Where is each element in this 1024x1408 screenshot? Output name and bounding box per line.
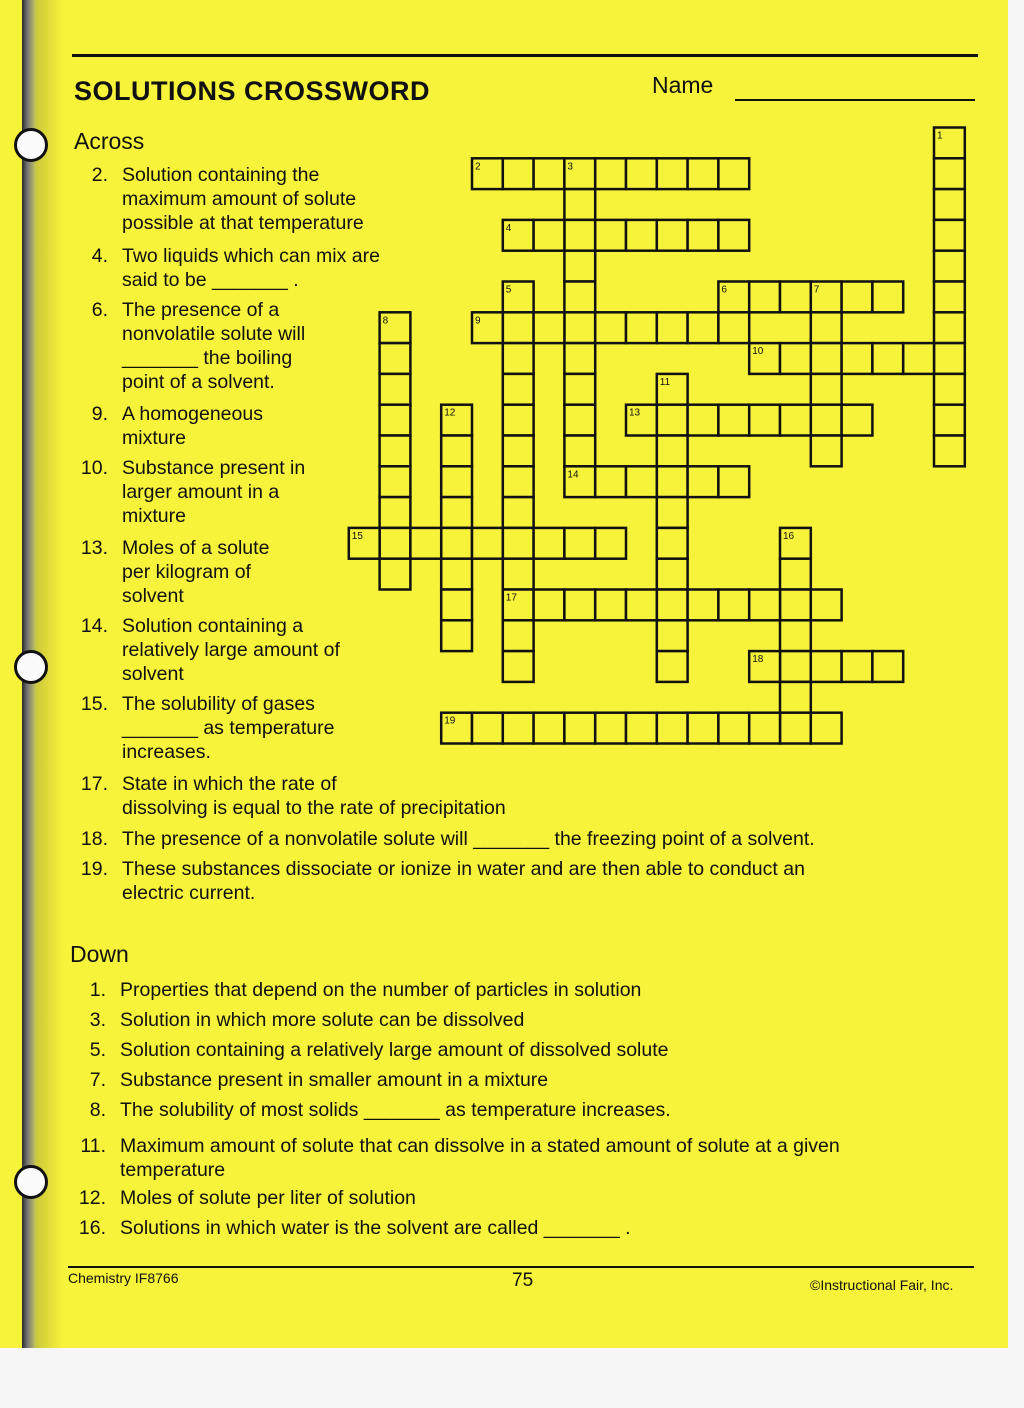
clue-number: 13. (80, 537, 108, 559)
crossword-clue-number: 18 (752, 654, 764, 666)
clue-text-line: Substance present in (122, 457, 306, 479)
clue-text-line: A homogeneous (122, 403, 263, 425)
crossword-clue-number: 16 (783, 530, 795, 542)
crossword-clue-number: 3 (567, 161, 573, 173)
clue-text-line: mixture (122, 505, 186, 527)
down-clue-11 (72, 1134, 952, 1182)
clue-text-line: Two liquids which can mix are (122, 245, 380, 267)
clue-text-line: Moles of a solute (122, 537, 270, 559)
crossword-clue-number: 9 (475, 315, 481, 327)
clue-number: 8. (89, 1099, 106, 1121)
across-clue-10 (74, 456, 954, 528)
clue-text-line: possible at that temperature (122, 212, 364, 234)
footer-book-code: Chemistry IF8766 (68, 1270, 179, 1286)
clue-text-line: The presence of a nonvolatile solute will _______ the freezing point of a solvent. (122, 828, 815, 850)
crossword-clue-number: 14 (567, 469, 579, 481)
clue-number: 3. (89, 1009, 106, 1031)
across-clue-15 (74, 692, 954, 764)
clue-number: 11. (80, 1135, 106, 1157)
clue-number: 6. (91, 299, 108, 321)
crossword-clue-number: 5 (505, 284, 512, 296)
crossword-clue-number: 1 (937, 130, 943, 142)
clue-text-line: Solution containing a (122, 615, 304, 637)
crossword-clue-number: 13 (629, 407, 641, 419)
clue-number: 1. (89, 979, 106, 1001)
clue-text-line: nonvolatile solute will (122, 323, 306, 345)
clue-text-line: maximum amount of solute (122, 188, 357, 210)
clue-text-line: per kilogram of (122, 561, 251, 583)
across-clue-6 (74, 298, 954, 394)
across-clue-18 (74, 827, 954, 851)
clue-number: 7. (89, 1069, 106, 1091)
clue-number: 17. (80, 773, 108, 795)
clue-number: 9. (91, 403, 108, 425)
across-clue-17 (74, 772, 954, 820)
across-clue-4 (74, 244, 954, 292)
clue-text-line: Properties that depend on the number of particles in solution (120, 979, 642, 1001)
clue-text-line: Solution containing the (122, 164, 320, 186)
clue-text-line: electric current. (122, 882, 256, 904)
clue-number: 2. (91, 164, 108, 186)
down-clue-3 (72, 1008, 952, 1032)
clue-text-line: dissolving is equal to the rate of precipitation (122, 797, 506, 819)
footer-page-number: 75 (512, 1270, 534, 1291)
clue-text-line: Solution containing a relatively large amount of dissolved solute (120, 1039, 669, 1061)
down-heading: Down (70, 941, 129, 967)
clue-text-line: larger amount in a (122, 481, 280, 503)
clue-text-line: Substance present in smaller amount in a mixture (120, 1069, 549, 1091)
clue-text-line: temperature (120, 1159, 226, 1181)
crossword-clue-number: 12 (444, 407, 456, 419)
clue-text-line: solvent (122, 663, 184, 685)
down-clue-12 (72, 1186, 952, 1210)
crossword-clue-number: 17 (505, 592, 517, 604)
crossword-clue-number: 19 (444, 715, 456, 727)
clue-text-line: The presence of a (122, 299, 280, 321)
footer-copyright: ©Instructional Fair, Inc. (810, 1277, 954, 1293)
down-clue-1 (72, 978, 952, 1002)
clue-text-line: The solubility of most solids _______ as temperature increases. (120, 1099, 671, 1121)
across-clue-14 (74, 614, 954, 686)
clue-text-line: increases. (122, 741, 211, 763)
clue-text-line: _______ as temperature (122, 717, 335, 739)
across-clue-13 (74, 536, 954, 608)
name-label: Name (652, 72, 714, 98)
clue-text-line: The solubility of gases (122, 693, 315, 715)
clue-number: 12. (78, 1187, 106, 1209)
across-clue-9 (74, 402, 954, 450)
clue-number: 10. (80, 457, 108, 479)
clue-text-line: Solutions in which water is the solvent are called _______ . (120, 1217, 631, 1239)
clue-number: 15. (80, 693, 108, 715)
crossword-clue-number: 2 (475, 161, 481, 173)
footer-rule (68, 1266, 974, 1268)
crossword-clue-number: 10 (752, 346, 764, 358)
down-clue-8 (72, 1098, 952, 1122)
crossword-clue-number: 7 (813, 284, 820, 296)
clue-text-line: solvent (122, 585, 184, 607)
down-clue-16 (72, 1216, 952, 1240)
clue-number: 18. (80, 828, 108, 850)
clue-text-line: Solution in which more solute can be dissolved (120, 1009, 525, 1031)
clue-text-line: These substances dissociate or ionize in water and are then able to conduct an (122, 858, 805, 880)
clue-text-line: point of a solvent. (122, 371, 275, 393)
crossword-clue-number: 15 (351, 530, 363, 542)
clue-text-line: relatively large amount of (122, 639, 340, 661)
clue-number: 4. (91, 245, 108, 267)
clue-text-line: mixture (122, 427, 186, 449)
crossword-clue-number: 4 (505, 222, 512, 234)
across-clue-19 (74, 857, 954, 905)
across-clue-2 (74, 163, 954, 235)
clue-text-line: Maximum amount of solute that can dissolve in a stated amount of solute at a given (120, 1135, 840, 1157)
clue-text-line: _______ the boiling (122, 347, 293, 369)
clue-number: 14. (80, 615, 108, 637)
clue-number: 5. (89, 1039, 106, 1061)
crossword-clue-number: 11 (659, 376, 671, 388)
clue-text-line: said to be _______ . (122, 269, 299, 291)
clue-text-line: State in which the rate of (122, 773, 337, 795)
clue-text-line: Moles of solute per liter of solution (120, 1187, 416, 1209)
clue-number: 19. (80, 858, 108, 880)
clue-number: 16. (78, 1217, 106, 1239)
across-heading: Across (74, 128, 145, 154)
down-clue-7 (72, 1068, 952, 1092)
crossword-clue-number: 8 (382, 315, 389, 327)
down-clue-5 (72, 1038, 952, 1062)
page-title: SOLUTIONS CROSSWORD (74, 76, 431, 106)
crossword-clue-number: 6 (721, 284, 727, 296)
